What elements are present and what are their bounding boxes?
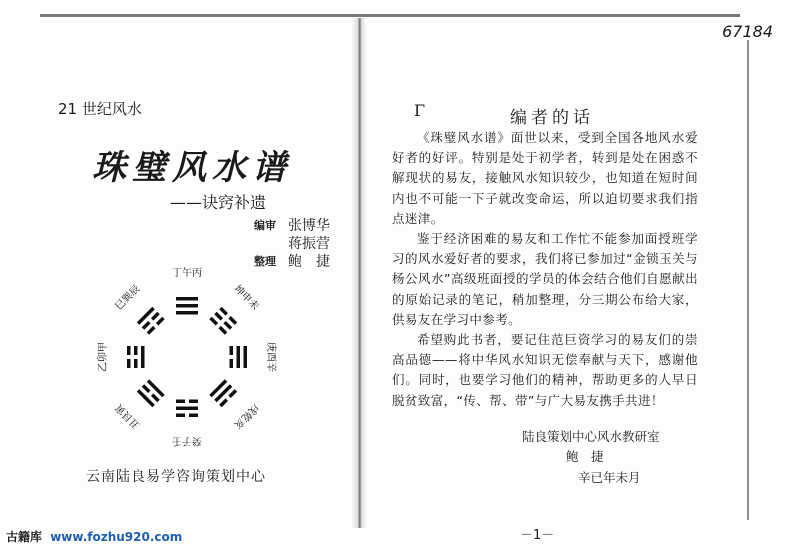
yin-line bbox=[209, 317, 218, 326]
yang-line bbox=[141, 346, 145, 368]
book-gutter bbox=[352, 18, 366, 528]
bagua-trigram-diagram bbox=[92, 262, 282, 452]
trigram-label: 坤申未 bbox=[231, 283, 261, 313]
watermark-url: www.fozhu920.com bbox=[50, 530, 183, 544]
series-label: 21 世纪风水 bbox=[58, 100, 142, 118]
trigram-label-group bbox=[96, 266, 278, 448]
yang-line bbox=[214, 384, 232, 402]
credit-role bbox=[236, 235, 276, 253]
yin-line bbox=[127, 346, 131, 355]
preface-body bbox=[392, 128, 698, 411]
book-title: 珠璧风水谱 bbox=[92, 148, 292, 188]
page-number: －1－ bbox=[520, 528, 555, 543]
trigram-label: 巳巽辰 bbox=[113, 283, 143, 313]
yin-line bbox=[189, 400, 198, 404]
preface-heading: 编者的话 bbox=[510, 108, 594, 128]
credit-row bbox=[236, 217, 330, 235]
yang-line bbox=[176, 304, 198, 308]
yin-line bbox=[134, 359, 138, 368]
yang-line bbox=[176, 311, 198, 315]
trigram-label: 庚酉辛 bbox=[265, 342, 276, 372]
yang-line bbox=[244, 346, 248, 368]
preface-paragraph: 《珠璧风水谱》面世以来，受到全国各地风水爱好者的好评。特别是处于初学者，转到是处在困惑不解现状的易友，接触风水知识较少，也知道在短时间内也不可能一下子就改变命运，所以迫切要求我们指点迷津。 bbox=[392, 130, 698, 226]
yin-line bbox=[147, 326, 156, 335]
watermark-site: 古籍库 bbox=[6, 530, 43, 544]
yang-line bbox=[176, 297, 198, 301]
trigram bbox=[209, 307, 237, 335]
credit-role: 编审 bbox=[254, 219, 276, 232]
trigram-label: 癸子壬 bbox=[172, 435, 202, 446]
yin-line bbox=[151, 312, 160, 321]
book-subtitle: ——诀窍补遗 bbox=[170, 193, 267, 212]
trigram bbox=[230, 346, 248, 368]
preface-paragraph: 希望购此书者，要记住范巨资学习的易友们的崇高品德——将中华风水知识无偿奉献与天下，感谢他们。同时，也要学习他们的精神，帮助更多的人早日脱贫致富，“传、帮、带”与广大易友携手共进！ bbox=[392, 332, 698, 408]
yang-line bbox=[147, 379, 165, 397]
yin-line bbox=[230, 346, 234, 355]
yang-line bbox=[137, 307, 155, 325]
yin-line bbox=[134, 346, 138, 355]
yin-line bbox=[230, 359, 234, 368]
yin-line bbox=[156, 317, 165, 326]
signature-organization: 陆良策划中心风水教研室 bbox=[522, 429, 660, 444]
yin-line bbox=[223, 321, 232, 330]
yin-line bbox=[142, 321, 151, 330]
trigram bbox=[176, 297, 198, 315]
yin-line bbox=[127, 359, 131, 368]
yang-line bbox=[137, 389, 155, 407]
credit-name: 张博华 bbox=[288, 218, 330, 234]
corner-marker: Γ bbox=[414, 101, 426, 120]
yin-line bbox=[176, 400, 185, 404]
credit-role: 整理 bbox=[254, 255, 276, 268]
yang-line bbox=[237, 346, 241, 368]
trigram bbox=[127, 346, 145, 368]
yin-line bbox=[142, 384, 151, 393]
trigram bbox=[176, 400, 198, 418]
yang-line bbox=[209, 379, 227, 397]
yin-line bbox=[151, 393, 160, 402]
signature-date: 辛已年未月 bbox=[578, 470, 641, 485]
yang-line bbox=[176, 407, 198, 411]
watermark bbox=[6, 528, 182, 545]
trigram bbox=[209, 379, 237, 407]
trigram bbox=[137, 379, 165, 407]
credit-name: 蒋振营 bbox=[288, 236, 330, 252]
yin-line bbox=[189, 414, 198, 418]
trigram-group bbox=[127, 297, 247, 417]
trigram-label: 乙卯甲 bbox=[98, 342, 109, 372]
yin-line bbox=[219, 307, 228, 316]
corner-handwritten-mark: 67184 bbox=[722, 22, 773, 41]
trigram-label: 戌乾亥 bbox=[231, 401, 261, 431]
yin-line bbox=[214, 312, 223, 321]
trigram bbox=[137, 307, 165, 335]
credit-row bbox=[236, 235, 330, 253]
signature-name: 鲍 捷 bbox=[566, 449, 604, 464]
trigram-label: 丑艮寅 bbox=[113, 401, 143, 431]
yin-line bbox=[176, 414, 185, 418]
trigram-label: 丁午丙 bbox=[172, 268, 202, 279]
page-top-edge bbox=[40, 14, 740, 17]
yin-line bbox=[219, 398, 228, 407]
publisher-line: 云南陆良易学咨询策划中心 bbox=[86, 469, 266, 485]
page-right-edge bbox=[747, 40, 749, 520]
credit-name: 鲍 捷 bbox=[288, 254, 330, 270]
yin-line bbox=[218, 326, 227, 335]
yin-line bbox=[228, 316, 237, 325]
preface-paragraph: 鉴于经济困难的易友和工作忙不能参加面授班学习的风水爱好者的要求，我们将已参加过“金锁玉关与杨公风水”高级班面授的学员的体会结合他们自愿献出的原始记录的笔记，稍加整理，分三期公布给大家，供易友在学习中参考。 bbox=[392, 231, 698, 327]
yin-line bbox=[228, 389, 237, 398]
